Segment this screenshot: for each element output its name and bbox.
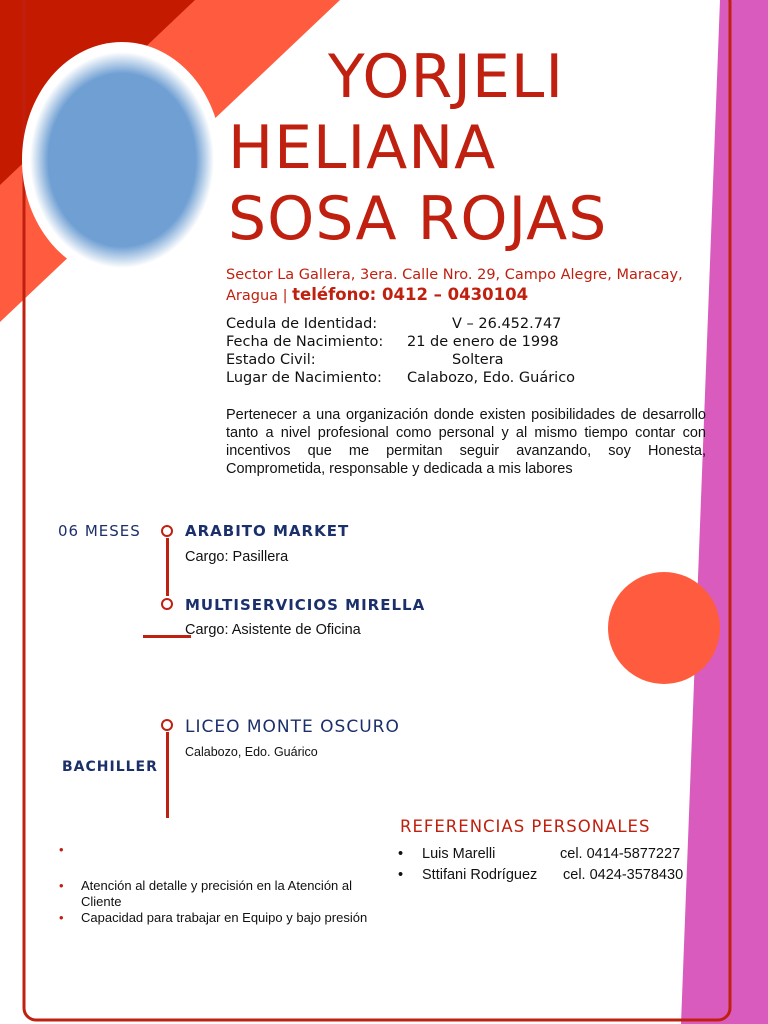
personal-label: Cedula de Identidad:	[226, 316, 378, 332]
reference-name: Sttifani Rodríguez	[422, 867, 538, 883]
education-school: LICEO MONTE OSCURO	[185, 717, 400, 737]
job-role: Cargo: Pasillera	[185, 549, 289, 565]
personal-row	[226, 315, 646, 333]
personal-row	[226, 369, 646, 387]
reference-item	[398, 865, 698, 886]
bullet: •	[398, 846, 404, 862]
skill-item	[81, 842, 381, 878]
job-role: Cargo: Asistente de Oficina	[185, 622, 361, 638]
coral-decorative-circle	[608, 572, 720, 684]
personal-value: Soltera	[452, 352, 504, 368]
personal-info	[226, 315, 646, 387]
references-list	[398, 844, 698, 886]
name-line-3: SOSA ROJAS	[228, 184, 608, 254]
timeline-dot	[161, 525, 173, 537]
personal-value: Calabozo, Edo. Guárico	[407, 370, 576, 386]
skill-item: • Atención al detalle y precisión en la Atención al Cliente	[81, 878, 381, 910]
job-company: ARABITO MARKET	[185, 522, 350, 540]
name-line-2: HELIANA	[228, 113, 497, 183]
personal-row	[226, 333, 646, 351]
timeline-dot	[161, 598, 173, 610]
experience-duration: 06 MESES	[58, 522, 141, 540]
education-location: Calabozo, Edo. Guárico	[185, 745, 318, 759]
name-line-1: YORJELI	[328, 42, 565, 112]
personal-label: Estado Civil:	[226, 352, 316, 368]
personal-row	[226, 351, 646, 369]
education-degree: BACHILLER	[62, 759, 158, 775]
personal-label: Lugar de Nacimiento:	[226, 370, 382, 386]
references-title: REFERENCIAS PERSONALES	[400, 817, 651, 836]
address-line-2	[226, 285, 706, 306]
address-line-1: Sector La Gallera, 3era. Calle Nro. 29, Campo Alegre, Maracay,	[226, 267, 683, 283]
phone-number: teléfono: 0412 – 0430104	[292, 285, 529, 304]
job-company: MULTISERVICIOS MIRELLA	[185, 596, 426, 614]
reference-item	[398, 844, 698, 865]
timeline-dot	[161, 719, 173, 731]
personal-label: Fecha de Nacimiento:	[226, 334, 384, 350]
address-region: Aragua |	[226, 288, 293, 304]
experience-timeline-line	[166, 538, 169, 596]
reference-name: Luis Marelli	[422, 846, 496, 862]
personal-value: V – 26.452.747	[452, 316, 562, 332]
bullet: •	[398, 867, 404, 883]
education-timeline-line	[166, 732, 169, 818]
reference-phone: cel. 0414-5877227	[560, 846, 681, 862]
profile-photo-placeholder	[30, 52, 214, 268]
timeline-underline	[143, 635, 191, 638]
address-block	[226, 265, 706, 306]
reference-phone: cel. 0424-3578430	[563, 867, 684, 883]
skill-item: • Capacidad para trabajar en Equipo y bajo presión	[81, 910, 381, 926]
objective-paragraph: Pertenecer a una organización donde existen posibilidades de desarrollo tanto a nivel profesional como personal y al mismo tiempo contar con incentivos que me permitan seguir avanzando, soy Honesta, Comprometida, responsable y dedicada a mis labores	[226, 407, 706, 477]
personal-value: 21 de enero de 1998	[407, 334, 559, 350]
skills-list	[81, 842, 381, 926]
